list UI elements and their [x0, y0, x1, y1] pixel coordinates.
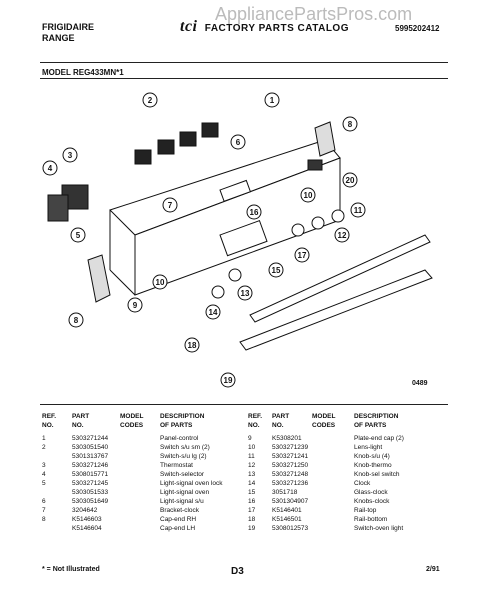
header-model-codes-right: MODEL CODES	[312, 413, 336, 429]
callout-18	[185, 338, 199, 352]
callout-9	[128, 298, 142, 312]
model-number: MODEL REG433MN*1	[42, 68, 124, 77]
header-part: PART NO.	[72, 413, 90, 429]
product-name: RANGE	[42, 33, 75, 43]
svg-text:17: 17	[297, 251, 307, 260]
callout-17	[295, 248, 309, 262]
brand-name: FRIGIDAIRE	[42, 22, 95, 32]
cell-ref: 2	[42, 444, 46, 451]
table-row	[248, 524, 448, 533]
header-description-right: DESCRIPTION OF PARTS	[354, 413, 399, 429]
callout-10a	[301, 188, 315, 202]
table-row	[248, 461, 448, 470]
cell-desc: Knob-s/u (4)	[354, 453, 390, 460]
callout-6	[231, 135, 245, 149]
catalog-title-block	[180, 18, 349, 36]
svg-text:16: 16	[249, 208, 259, 217]
callout-8b	[69, 313, 83, 327]
svg-text:14: 14	[208, 308, 218, 317]
cell-part: 3051718	[272, 489, 298, 496]
table-row	[248, 497, 448, 506]
table-row	[248, 479, 448, 488]
cell-desc: Switch-oven light	[354, 525, 404, 532]
svg-text:20: 20	[345, 176, 355, 185]
cell-part: 5303271236	[272, 480, 309, 487]
svg-text:10: 10	[155, 278, 165, 287]
cell-desc: Switch-s/u lg (2)	[160, 453, 207, 460]
cell-desc: Light-signal s/u	[160, 498, 204, 505]
table-top-rule	[40, 404, 448, 405]
svg-text:15: 15	[271, 266, 281, 275]
table-row	[42, 479, 242, 488]
cell-desc: Bracket-clock	[160, 507, 200, 514]
cell-ref: 11	[248, 453, 255, 460]
callout-12	[335, 228, 349, 242]
table-row	[42, 452, 242, 461]
callout-1	[265, 93, 279, 107]
svg-text:7: 7	[167, 201, 173, 210]
callout-3	[63, 148, 77, 162]
table-row	[248, 515, 448, 524]
cell-ref: 5	[42, 480, 46, 487]
callout-7	[163, 198, 177, 212]
cell-ref: 17	[248, 507, 256, 514]
table-row	[42, 497, 242, 506]
svg-text:18: 18	[187, 341, 197, 350]
table-row	[42, 470, 242, 479]
cell-part: 5303051649	[72, 498, 109, 505]
svg-text:13: 13	[240, 289, 250, 298]
table-row	[248, 443, 448, 452]
callout-20	[343, 173, 357, 187]
cell-ref: 8	[42, 516, 46, 523]
catalog-title: FACTORY PARTS CATALOG	[204, 23, 349, 34]
cell-ref: 9	[248, 435, 252, 442]
cell-ref: 7	[42, 507, 46, 514]
cell-desc: Switch s/u sm (2)	[160, 444, 210, 451]
cell-part: K5146604	[72, 525, 102, 532]
cell-desc: Panel-control	[160, 435, 199, 442]
svg-text:4: 4	[47, 164, 53, 173]
brand-block	[42, 22, 94, 44]
svg-text:19: 19	[223, 376, 233, 385]
table-row	[42, 488, 242, 497]
cell-desc: Knobs-clock	[354, 498, 390, 505]
cell-desc: Glass-clock	[354, 489, 388, 496]
svg-text:8: 8	[73, 316, 79, 325]
table-row	[42, 443, 242, 452]
cell-part: 5301313767	[72, 453, 109, 460]
svg-text:11: 11	[353, 206, 363, 215]
cell-part: 5303271245	[72, 480, 109, 487]
callout-2	[143, 93, 157, 107]
cell-ref: 15	[248, 489, 256, 496]
table-row	[42, 506, 242, 515]
cell-ref: 4	[42, 471, 46, 478]
table-row	[248, 506, 448, 515]
cell-ref: 16	[248, 498, 256, 505]
header-description: DESCRIPTION OF PARTS	[160, 413, 205, 429]
cell-desc: Lens-light	[354, 444, 383, 451]
table-row	[42, 515, 242, 524]
page-number: D3	[231, 566, 244, 577]
cell-ref: 14	[248, 480, 256, 487]
cell-desc: Plate-end cap (2)	[354, 435, 404, 442]
cell-part: K5146401	[272, 507, 302, 514]
cell-desc: Rail-bottom	[354, 516, 388, 523]
cell-desc: Light-signal oven	[160, 489, 210, 496]
cell-desc: Light-signal oven lock	[160, 480, 223, 487]
svg-text:6: 6	[235, 138, 241, 147]
svg-text:3: 3	[67, 151, 73, 160]
cell-part: K5308201	[272, 435, 302, 442]
switch-shape	[135, 150, 151, 164]
exploded-parts-diagram	[40, 80, 450, 390]
svg-text:2: 2	[147, 96, 153, 105]
cell-part: 5301304907	[272, 498, 309, 505]
watermark: AppliancePartsPros.com	[215, 4, 413, 24]
callout-4	[43, 161, 57, 175]
header-ref-right: REF. NO.	[248, 413, 263, 429]
table-row	[42, 461, 242, 470]
cell-desc: Cap-end LH	[160, 525, 196, 532]
table-row	[42, 524, 242, 533]
cell-part: 5303271248	[272, 471, 309, 478]
cell-ref: 12	[248, 462, 256, 469]
cell-desc: Rail-top	[354, 507, 377, 514]
cell-part: 5303271246	[72, 462, 109, 469]
svg-text:1: 1	[269, 96, 275, 105]
cell-part: K5146501	[272, 516, 302, 523]
callout-13	[238, 286, 252, 300]
header-ref: REF. NO.	[42, 413, 57, 429]
table-row	[248, 488, 448, 497]
cell-ref: 18	[248, 516, 256, 523]
svg-text:10: 10	[303, 191, 313, 200]
diagram-code: 0489	[412, 380, 428, 387]
table-row	[42, 434, 242, 443]
header-rule	[40, 62, 448, 63]
cell-ref: 1	[42, 435, 46, 442]
catalog-logo: tci	[180, 18, 198, 35]
svg-text:12: 12	[337, 231, 347, 240]
svg-text:8: 8	[347, 120, 353, 129]
cell-part: 5303271244	[72, 435, 109, 442]
table-row	[248, 434, 448, 443]
svg-text:5: 5	[75, 231, 81, 240]
cell-desc: Knob-thermo	[354, 462, 392, 469]
cell-desc: Thermostat	[160, 462, 193, 469]
cell-desc: Clock	[354, 480, 371, 487]
table-row	[248, 452, 448, 461]
cell-part: 5308015771	[72, 471, 109, 478]
header-model-codes: MODEL CODES	[120, 413, 144, 429]
callout-8a	[343, 117, 357, 131]
cell-ref: 3	[42, 462, 46, 469]
header-part-right: PART NO.	[272, 413, 290, 429]
cell-desc: Switch-selector	[160, 471, 205, 478]
callout-16	[247, 205, 261, 219]
cell-ref: 10	[248, 444, 256, 451]
cell-part: 5303271239	[272, 444, 309, 451]
model-rule	[40, 78, 448, 79]
callout-14	[206, 305, 220, 319]
catalog-number: 5995202412	[395, 24, 440, 33]
cell-part: 3204642	[72, 507, 98, 514]
callout-11	[351, 203, 365, 217]
cell-part: K5146603	[72, 516, 102, 523]
left-rows	[42, 434, 242, 533]
table-row	[248, 470, 448, 479]
cell-desc: Cap-end RH	[160, 516, 197, 523]
callout-15	[269, 263, 283, 277]
right-rows	[248, 434, 448, 533]
footer-date: 2/91	[426, 566, 440, 573]
cell-part: 5303051533	[72, 489, 109, 496]
cell-part: 5308012573	[272, 525, 309, 532]
cell-part: 5303051540	[72, 444, 109, 451]
callout-5	[71, 228, 85, 242]
cell-part: 5303271250	[272, 462, 309, 469]
cell-desc: Knob-sel switch	[354, 471, 400, 478]
callout-19	[221, 373, 235, 387]
cell-part: 5303271241	[272, 453, 309, 460]
footer-note: * = Not Illustrated	[42, 566, 100, 573]
cell-ref: 13	[248, 471, 256, 478]
cell-ref: 19	[248, 525, 256, 532]
cell-ref: 6	[42, 498, 46, 505]
svg-text:9: 9	[132, 301, 138, 310]
callout-10b	[153, 275, 167, 289]
